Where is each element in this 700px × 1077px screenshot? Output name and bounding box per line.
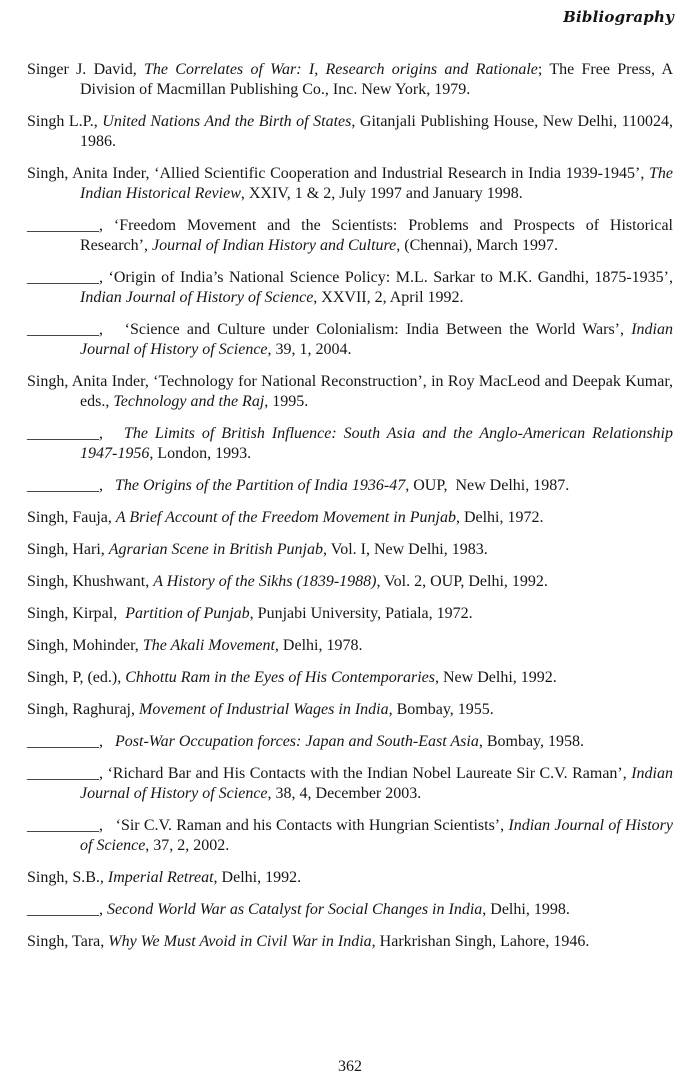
bibliography-list: [27, 60, 673, 964]
entry-title-italic: A Brief Account of the Freedom Movement in Punjab: [115, 509, 456, 526]
entry-text: , 1995.: [264, 393, 309, 410]
entry-text: , Vol. 2, OUP, Delhi, 1992.: [376, 573, 548, 590]
entry-title-italic: Indian Journal of History of Science: [80, 817, 673, 854]
entry-text: Singh, Kirpal,: [27, 605, 126, 622]
bibliography-entry: [27, 424, 673, 464]
entry-title-italic: Movement of Industrial Wages in India,: [139, 701, 393, 718]
entry-text: , Punjabi University, Patiala, 1972.: [249, 605, 473, 622]
entry-text: Singh, Anita Inder, ‘Allied Scientific Cooperation and Industrial Research in India 1939-1945’,: [27, 165, 649, 182]
entry-text: _________, ‘Sir C.V. Raman and his Contacts with Hungrian Scientists’,: [27, 817, 509, 834]
entry-text: _________,: [27, 425, 124, 442]
bibliography-entry: [27, 540, 673, 560]
entry-text: , London, 1993.: [149, 445, 252, 462]
entry-title-italic: Chhottu Ram in the Eyes of His Contemporaries: [125, 669, 435, 686]
bibliography-entry: [27, 572, 673, 592]
bibliography-entry: [27, 732, 673, 752]
bibliography-entry: [27, 508, 673, 528]
entry-text: Singh, Fauja,: [27, 509, 116, 526]
entry-text: Singer J. David,: [27, 61, 144, 78]
entry-text: , Delhi, 1998.: [482, 901, 570, 918]
entry-text: , New Delhi, 1992.: [435, 669, 557, 686]
entry-title-italic: Partition of Punjab: [125, 605, 250, 622]
entry-text: , Vol. I, New Delhi, 1983.: [322, 541, 488, 558]
bibliography-entry: [27, 868, 673, 888]
entry-text: Singh, S.B.,: [27, 869, 108, 886]
entry-text: Bombay, 1955.: [392, 701, 494, 718]
entry-title-italic: Second World War as Catalyst for Social Changes in India: [107, 901, 483, 918]
bibliography-entry: [27, 112, 673, 152]
bibliography-entry: [27, 668, 673, 688]
entry-text: _________, ‘Richard Bar and His Contacts with the Indian Nobel Laureate Sir C.V. Raman’,: [27, 765, 632, 782]
bibliography-entry: [27, 636, 673, 656]
entry-title-italic: The Indian Historical Review: [80, 165, 673, 202]
entry-title-italic: Technology and the Raj: [113, 393, 265, 410]
bibliography-entry: [27, 372, 673, 412]
entry-text: , 38, 4, December 2003.: [267, 785, 422, 802]
entry-text: Singh, Mohinder,: [27, 637, 143, 654]
entry-text: _________, ‘Science and Culture under Colonialism: India Between the World Wars’,: [27, 321, 632, 338]
bibliography-entry: [27, 320, 673, 360]
page-number: 362: [338, 1058, 362, 1075]
entry-title-italic: Journal of Indian History and Culture: [151, 237, 397, 254]
entry-title-italic: Agrarian Scene in British Punjab: [108, 541, 323, 558]
entry-text: ; The Free Press, A Division of Macmillan Publishing Co., Inc. New York, 1979.: [80, 61, 674, 98]
entry-text: _________,: [27, 477, 115, 494]
entry-text: _________,: [27, 733, 115, 750]
entry-text: , Delhi, 1972.: [455, 509, 544, 526]
bibliography-entry: [27, 268, 673, 308]
entry-text: , 37, 2, 2002.: [145, 837, 230, 854]
entry-text: , XXIV, 1 & 2, July 1997 and January 1998.: [240, 185, 523, 202]
entry-title-italic: Indian Journal of History of Science: [80, 765, 673, 802]
entry-text: Singh, Anita Inder, ‘Technology for National Reconstruction’, in Roy MacLeod and Deepak Kumar, eds.,: [27, 373, 673, 410]
bibliography-entry: [27, 216, 673, 256]
entry-text: Singh, Tara,: [27, 933, 109, 950]
entry-text: , Gitanjali Publishing House, New Delhi, 110024, 1986.: [80, 113, 673, 150]
entry-text: _________, ‘Origin of India’s National Science Policy: M.L. Sarkar to M.K. Gandhi, 1875-1935’,: [27, 269, 673, 286]
bibliography-entry: [27, 816, 673, 856]
bibliography-entry: [27, 164, 673, 204]
bibliography-entry: [27, 900, 673, 920]
entry-text: , 39, 1, 2004.: [267, 341, 352, 358]
bibliography-entry: [27, 764, 673, 804]
entry-title-italic: Why We Must Avoid in Civil War in India: [108, 933, 372, 950]
entry-title-italic: A History of the Sikhs (1839-1988): [153, 573, 377, 590]
entry-text: Singh, Khushwant,: [27, 573, 154, 590]
entry-title-italic: Indian Journal of History of Science: [80, 289, 314, 306]
running-header: Bibliography: [563, 8, 674, 26]
bibliography-entry: [27, 60, 673, 100]
entry-text: Singh L.P.,: [27, 113, 103, 130]
entry-text: Singh, Raghuraj,: [27, 701, 139, 718]
entry-text: , Harkrishan Singh, Lahore, 1946.: [371, 933, 590, 950]
entry-title-italic: The Origins of the Partition of India 1936-47: [115, 477, 406, 494]
entry-text: _________,: [27, 901, 107, 918]
entry-text: Singh, P, (ed.),: [27, 669, 126, 686]
bibliography-entry: [27, 700, 673, 720]
entry-title-italic: The Limits of British Influence: South Asia and the Anglo-American Relationship 1947-1956: [80, 425, 674, 462]
entry-text: , Delhi, 1992.: [213, 869, 302, 886]
entry-title-italic: The Akali Movement: [142, 637, 275, 654]
entry-title-italic: The Correlates of War: I, Research origins and Rationale: [144, 61, 538, 78]
entry-title-italic: Post-War Occupation forces: Japan and South-East Asia: [115, 733, 479, 750]
entry-title-italic: United Nations And the Birth of States: [102, 113, 352, 130]
entry-title-italic: Imperial Retreat: [107, 869, 214, 886]
entry-text: _________, ‘Freedom Movement and the Scientists: Problems and Prospects of Historical Research’,: [27, 217, 673, 254]
entry-text: , Bombay, 1958.: [478, 733, 585, 750]
entry-text: , OUP, New Delhi, 1987.: [405, 477, 570, 494]
entry-text: , Delhi, 1978.: [274, 637, 363, 654]
entry-text: Singh, Hari,: [27, 541, 109, 558]
bibliography-entry: [27, 476, 673, 496]
entry-title-italic: Indian Journal of History of Science: [80, 321, 673, 358]
bibliography-entry: [27, 604, 673, 624]
entry-text: , (Chennai), March 1997.: [396, 237, 558, 254]
entry-text: , XXVII, 2, April 1992.: [313, 289, 464, 306]
bibliography-entry: [27, 932, 673, 952]
